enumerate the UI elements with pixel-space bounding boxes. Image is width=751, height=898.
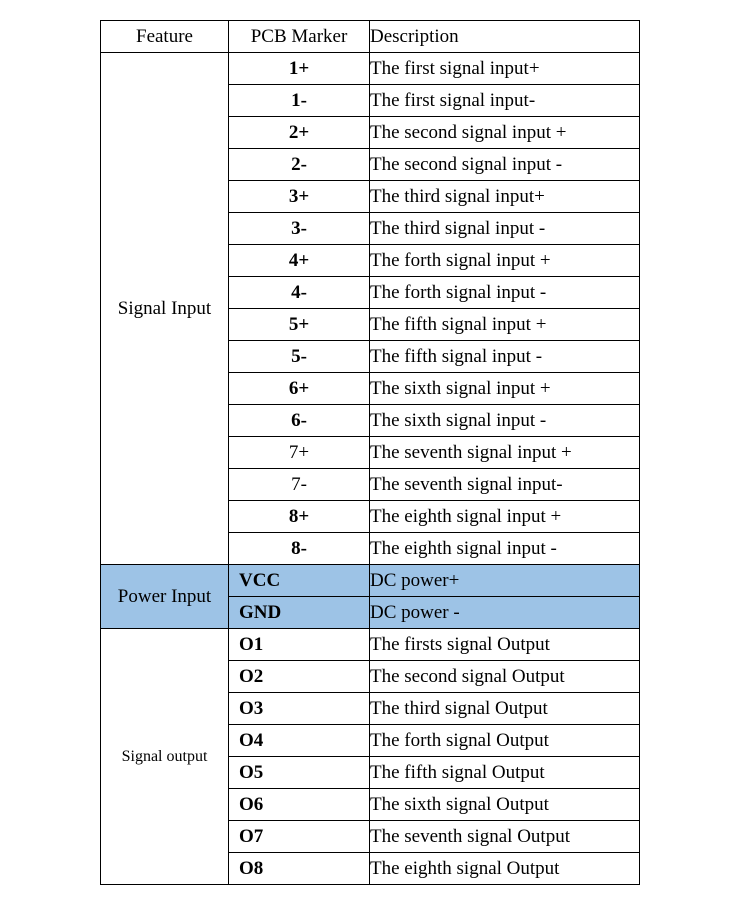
description-cell: The forth signal Output [370,725,640,757]
description-cell: The third signal input - [370,213,640,245]
pcb-marker-cell: O7 [229,821,370,853]
feature-cell: Power Input [101,565,229,629]
description-cell: The seventh signal input + [370,437,640,469]
description-cell: The fifth signal Output [370,757,640,789]
pcb-marker-table [100,20,640,885]
header-feature: Feature [101,21,229,53]
description-cell: The eighth signal input + [370,501,640,533]
pcb-marker-cell: 4+ [229,245,370,277]
pcb-marker-cell: O1 [229,629,370,661]
feature-cell: Signal output [101,629,229,885]
description-cell: The second signal input - [370,149,640,181]
description-cell: The fifth signal input + [370,309,640,341]
pcb-marker-cell: 6- [229,405,370,437]
table-row [101,565,640,597]
description-cell: The firsts signal Output [370,629,640,661]
description-cell: The third signal input+ [370,181,640,213]
pcb-marker-cell: GND [229,597,370,629]
table-row [101,53,640,85]
pcb-marker-cell: 3+ [229,181,370,213]
description-cell: The sixth signal Output [370,789,640,821]
description-cell: The first signal input+ [370,53,640,85]
pcb-marker-cell: O3 [229,693,370,725]
feature-cell: Signal Input [101,53,229,565]
description-cell: The sixth signal input - [370,405,640,437]
description-cell: The eighth signal Output [370,853,640,885]
description-cell: The first signal input- [370,85,640,117]
pcb-marker-cell: O2 [229,661,370,693]
pcb-marker-cell: O6 [229,789,370,821]
description-cell: The seventh signal Output [370,821,640,853]
pcb-marker-cell: 8- [229,533,370,565]
pcb-marker-cell: 8+ [229,501,370,533]
description-cell: The forth signal input + [370,245,640,277]
header-row [101,21,640,53]
table-row [101,629,640,661]
table-body [101,53,640,885]
description-cell: The forth signal input - [370,277,640,309]
pcb-marker-cell: O4 [229,725,370,757]
description-cell: The fifth signal input - [370,341,640,373]
pcb-marker-cell: O5 [229,757,370,789]
pcb-marker-cell: 7+ [229,437,370,469]
pcb-marker-cell: 2+ [229,117,370,149]
header-description: Description [370,21,640,53]
pcb-marker-cell: 7- [229,469,370,501]
description-cell: The second signal input + [370,117,640,149]
pcb-marker-cell: VCC [229,565,370,597]
description-cell: DC power - [370,597,640,629]
description-cell: The sixth signal input + [370,373,640,405]
pcb-marker-cell: 1- [229,85,370,117]
pcb-marker-cell: 1+ [229,53,370,85]
description-cell: The second signal Output [370,661,640,693]
description-cell: The eighth signal input - [370,533,640,565]
pcb-marker-cell: 2- [229,149,370,181]
pcb-marker-cell: 5+ [229,309,370,341]
pcb-marker-cell: 6+ [229,373,370,405]
pcb-marker-cell: 5- [229,341,370,373]
pcb-marker-cell: O8 [229,853,370,885]
pcb-marker-cell: 3- [229,213,370,245]
pcb-marker-cell: 4- [229,277,370,309]
header-pcb-marker: PCB Marker [229,21,370,53]
description-cell: DC power+ [370,565,640,597]
description-cell: The third signal Output [370,693,640,725]
description-cell: The seventh signal input- [370,469,640,501]
